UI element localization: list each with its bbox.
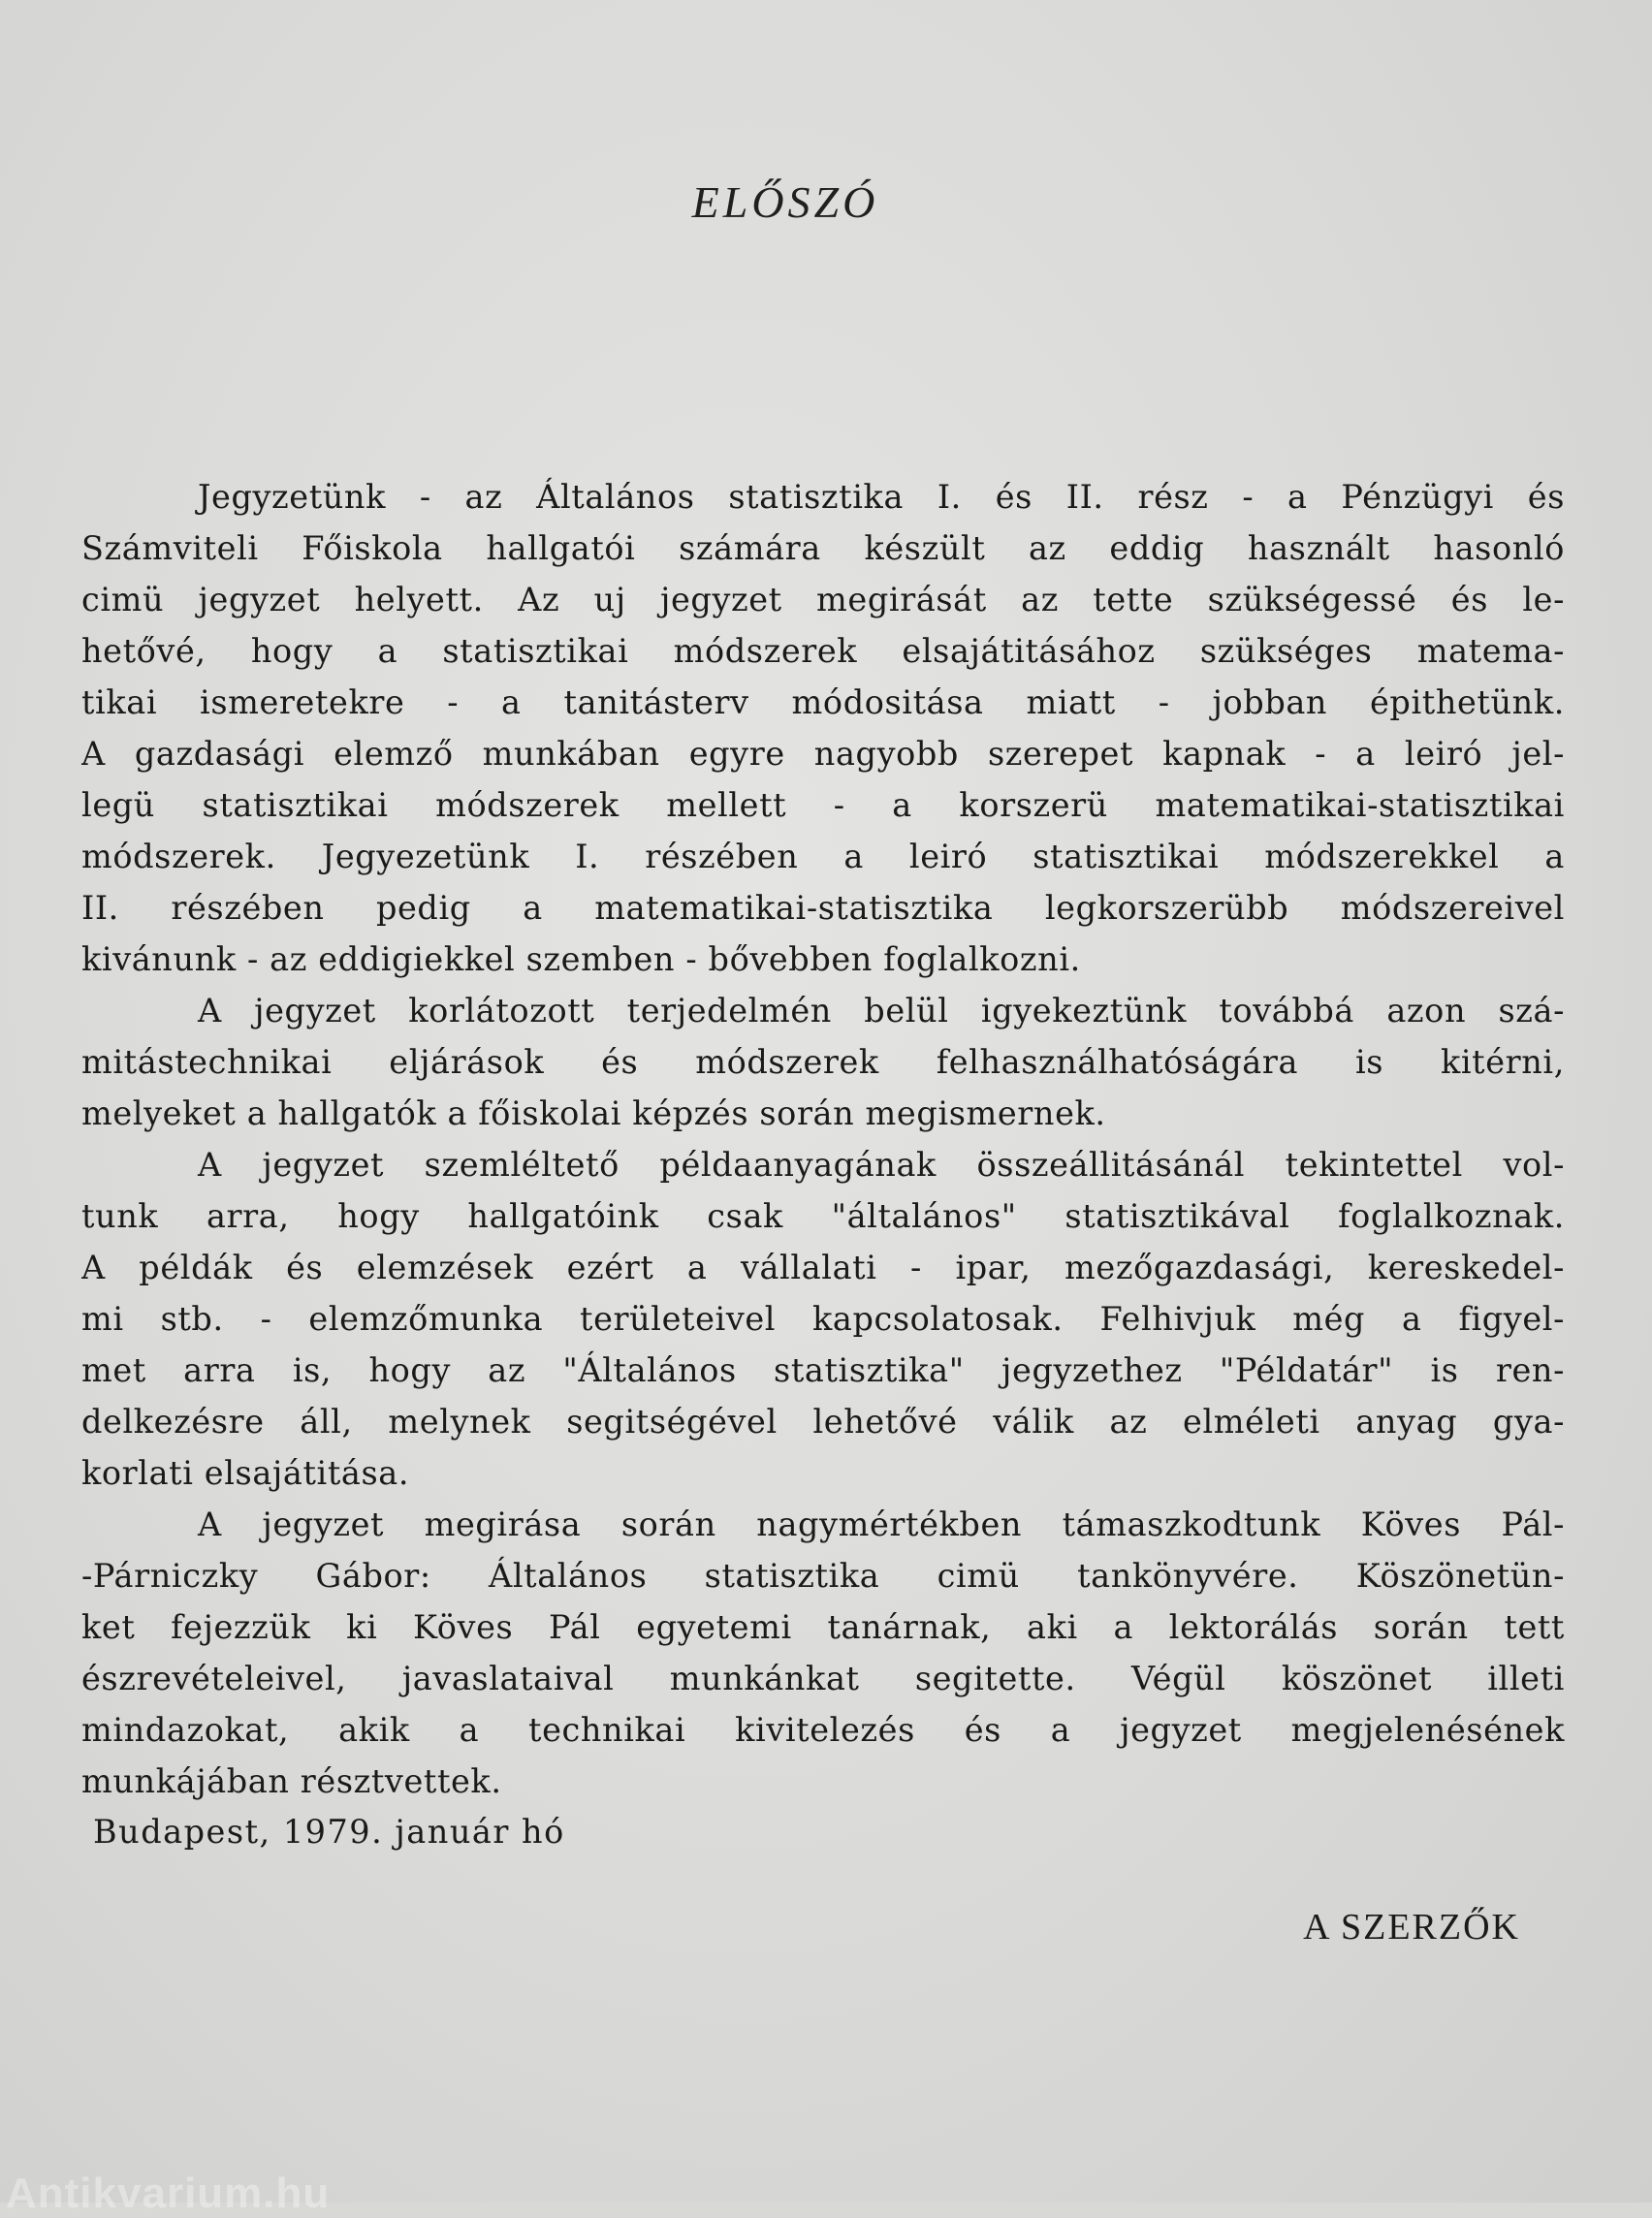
text-line: mitástechnikai eljárások és módszerek felhasználhatóságára is kitérni, xyxy=(81,1043,1565,1081)
text-line: A jegyzet korlátozott terjedelmén belül igyekeztünk továbbá azon szá- xyxy=(198,992,1565,1030)
text-line: A jegyzet szemléltető példaanyagának összeállitásánál tekintettel vol- xyxy=(198,1146,1565,1184)
text-line: mindazokat, akik a technikai kivitelezés és a jegyzet megjelenésének xyxy=(81,1711,1565,1749)
preface-body xyxy=(81,471,1565,1807)
text-line: munkájában résztvettek. xyxy=(81,1762,502,1800)
text-line: A gazdasági elemző munkában egyre nagyobb szerepet kapnak - a leiró jel- xyxy=(81,735,1565,773)
text-line: delkezésre áll, melynek segitségével lehetővé válik az elméleti anyag gya- xyxy=(81,1403,1565,1441)
text-line: met arra is, hogy az "Általános statisztika" jegyzethez "Példatár" is ren- xyxy=(81,1351,1565,1389)
text-line: II. részében pedig a matematikai-statisztika legkorszerübb módszereivel xyxy=(81,889,1565,927)
text-line: melyeket a hallgatók a főiskolai képzés során megismernek. xyxy=(81,1094,1106,1132)
authors-signature: A SZERZŐK xyxy=(1303,1907,1520,1948)
text-line: észrevételeivel, javaslataival munkánkat segitette. Végül köszönet illeti xyxy=(81,1660,1565,1697)
place-date: Budapest, 1979. január hó xyxy=(93,1813,565,1851)
text-line: ket fejezzük ki Köves Pál egyetemi tanárnak, aki a lektorálás során tett xyxy=(81,1608,1565,1646)
text-line: legü statisztikai módszerek mellett - a korszerü matematikai-statisztikai xyxy=(81,786,1565,824)
text-line: Számviteli Főiskola hallgatói számára készült az eddig használt hasonló xyxy=(81,529,1565,567)
text-line: -Párniczky Gábor: Általános statisztika cimü tankönyvére. Köszönetün- xyxy=(81,1557,1565,1595)
text-line: mi stb. - elemzőmunka területeivel kapcsolatosak. Felhivjuk még a figyel- xyxy=(81,1300,1565,1338)
text-line: A példák és elemzések ezért a vállalati - ipar, mezőgazdasági, kereskedel- xyxy=(81,1249,1565,1286)
text-line: A jegyzet megirása során nagymértékben támaszkodtunk Köves Pál- xyxy=(198,1505,1565,1543)
text-line: tikai ismeretekre - a tanitásterv módositása miatt - jobban épithetünk. xyxy=(81,683,1565,721)
text-line: módszerek. Jegyezetünk I. részében a leiró statisztikai módszerekkel a xyxy=(81,838,1565,875)
watermark: Antikvarium.hu xyxy=(6,2170,331,2217)
text-line: korlati elsajátitása. xyxy=(81,1454,410,1492)
page-title: ELŐSZÓ xyxy=(691,177,879,227)
text-line: Jegyzetünk - az Általános statisztika I. és II. rész - a Pénzügyi és xyxy=(198,478,1565,516)
text-line: tunk arra, hogy hallgatóink csak "általános" statisztikával foglalkoznak. xyxy=(81,1197,1565,1235)
text-line: cimü jegyzet helyett. Az uj jegyzet megirását az tette szükségessé és le- xyxy=(81,581,1565,618)
text-line: hetővé, hogy a statisztikai módszerek elsajátitásához szükséges matema- xyxy=(81,632,1565,670)
text-line: kivánunk - az eddigiekkel szemben - bővebben foglalkozni. xyxy=(81,940,1081,978)
